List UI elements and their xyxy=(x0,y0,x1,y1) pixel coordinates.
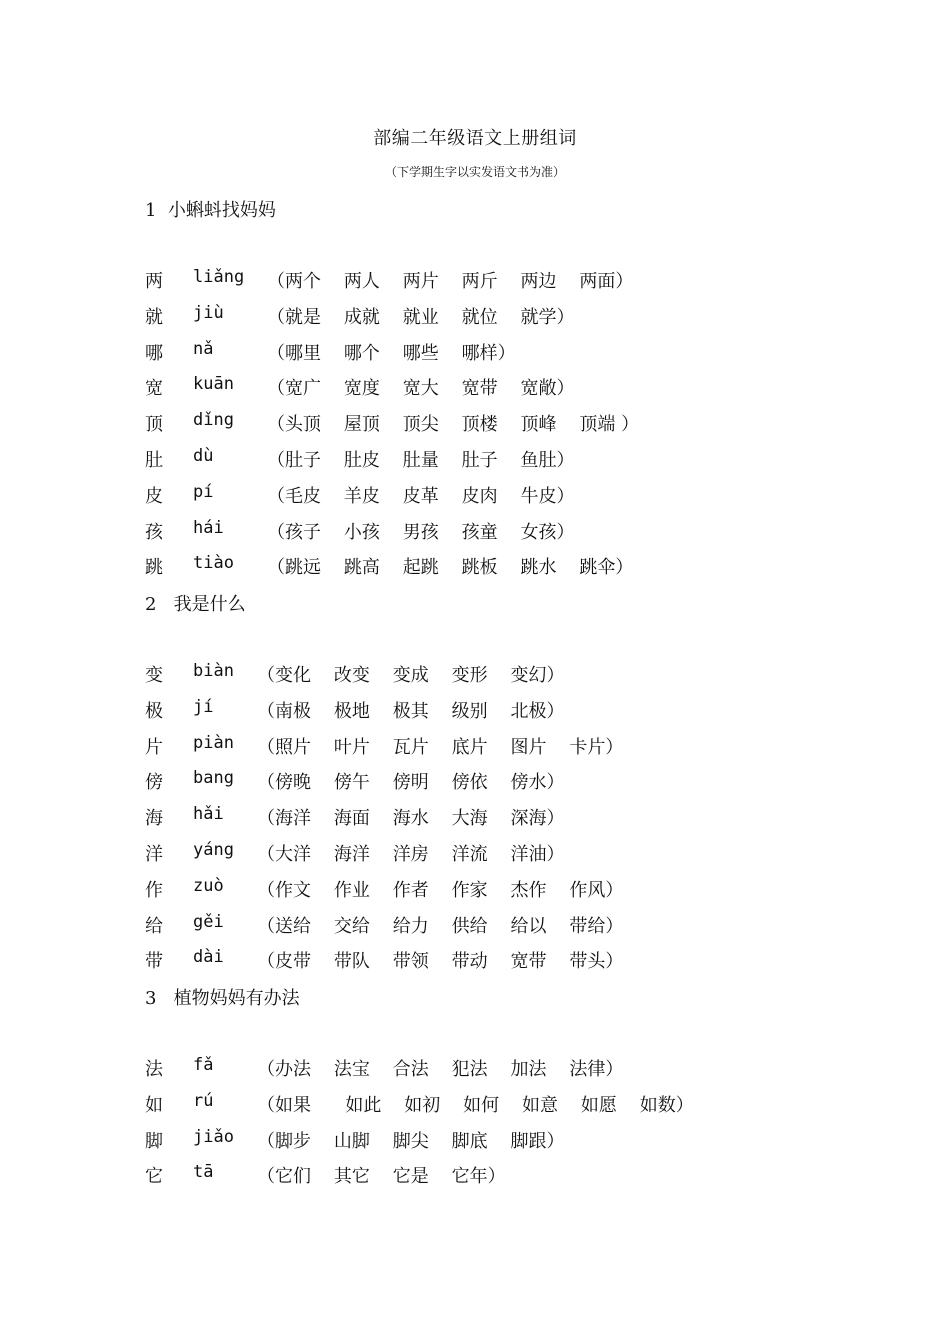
entry-character: 给 xyxy=(145,916,163,937)
entry-pinyin: biàn xyxy=(193,661,234,681)
entry-pinyin: jiǎo xyxy=(193,1127,234,1147)
entry-pinyin: piàn xyxy=(193,733,234,753)
entry-character: 变 xyxy=(145,665,163,686)
entry-character: 孩 xyxy=(145,522,163,543)
entry-word-list: （如果 如此 如初 如何 如意 如愿 如数） xyxy=(257,1095,694,1116)
entry-pinyin: dài xyxy=(193,947,224,967)
entry-pinyin: liǎng xyxy=(193,267,245,287)
entry-character: 就 xyxy=(145,307,163,328)
entry-character: 宽 xyxy=(145,378,163,399)
entry-pinyin: jí xyxy=(193,697,214,717)
entry-pinyin: zuò xyxy=(193,876,224,896)
entry-word-list: （跳远 跳高 起跳 跳板 跳水 跳伞） xyxy=(267,557,634,578)
entry-word-list: （送给 交给 给力 供给 给以 带给） xyxy=(257,916,624,937)
entry-character: 皮 xyxy=(145,486,163,507)
entry-pinyin: hǎi xyxy=(193,804,224,824)
entry-word-list: （肚子 肚皮 肚量 肚子 鱼肚） xyxy=(267,450,575,471)
entry-word-list: （毛皮 羊皮 皮革 皮肉 牛皮） xyxy=(267,486,575,507)
entry-character: 洋 xyxy=(145,844,163,865)
entry-pinyin: tiào xyxy=(193,553,234,573)
entry-word-list: （作文 作业 作者 作家 杰作 作风） xyxy=(257,880,624,901)
entry-character: 肚 xyxy=(145,450,163,471)
entry-word-list: （两个 两人 两片 两斤 两边 两面） xyxy=(267,271,634,292)
entry-character: 两 xyxy=(145,271,163,292)
document-title: 部编二年级语文上册组词 xyxy=(373,128,577,149)
entry-character: 傍 xyxy=(145,772,163,793)
entry-character: 带 xyxy=(145,951,163,972)
entry-pinyin: pí xyxy=(193,482,214,502)
section-heading: 2 我是什么 xyxy=(145,594,246,615)
entry-pinyin: rú xyxy=(193,1091,214,1111)
entry-pinyin: dǐng xyxy=(193,410,234,430)
entry-character: 跳 xyxy=(145,557,163,578)
entry-pinyin: kuān xyxy=(193,374,234,394)
entry-character: 海 xyxy=(145,808,163,829)
document-subtitle: （下学期生字以实发语文书为准） xyxy=(384,165,565,179)
entry-word-list: （宽广 宽度 宽大 宽带 宽敞） xyxy=(267,378,575,399)
entry-word-list: （脚步 山脚 脚尖 脚底 脚跟） xyxy=(257,1131,565,1152)
entry-pinyin: jiù xyxy=(193,303,224,323)
entry-character: 脚 xyxy=(145,1131,163,1152)
entry-word-list: （海洋 海面 海水 大海 深海） xyxy=(257,808,565,829)
entry-character: 极 xyxy=(145,701,163,722)
entry-word-list: （它们 其它 它是 它年） xyxy=(257,1166,506,1187)
entry-pinyin: gěi xyxy=(193,912,224,932)
entry-pinyin: tā xyxy=(193,1162,214,1182)
entry-word-list: （变化 改变 变成 变形 变幻） xyxy=(257,665,565,686)
entry-word-list: （孩子 小孩 男孩 孩童 女孩） xyxy=(267,522,575,543)
entry-word-list: （照片 叶片 瓦片 底片 图片 卡片） xyxy=(257,737,624,758)
entry-character: 哪 xyxy=(145,343,163,364)
section-heading: 3 植物妈妈有办法 xyxy=(145,988,300,1009)
entry-word-list: （哪里 哪个 哪些 哪样） xyxy=(267,343,516,364)
entry-pinyin: nǎ xyxy=(193,339,214,359)
entry-word-list: （头顶 屋顶 顶尖 顶楼 顶峰 顶端 ） xyxy=(267,414,640,435)
entry-pinyin: fǎ xyxy=(193,1055,214,1075)
entry-word-list: （傍晚 傍午 傍明 傍依 傍水） xyxy=(257,772,565,793)
entry-pinyin: yáng xyxy=(193,840,234,860)
entry-pinyin: dù xyxy=(193,446,214,466)
entry-word-list: （南极 极地 极其 级别 北极） xyxy=(257,701,565,722)
entry-word-list: （皮带 带队 带领 带动 宽带 带头） xyxy=(257,951,624,972)
entry-character: 如 xyxy=(145,1095,163,1116)
entry-character: 它 xyxy=(145,1166,163,1187)
entry-word-list: （办法 法宝 合法 犯法 加法 法律） xyxy=(257,1059,624,1080)
entry-character: 片 xyxy=(145,737,163,758)
entry-character: 法 xyxy=(145,1059,163,1080)
entry-character: 作 xyxy=(145,880,163,901)
entry-character: 顶 xyxy=(145,414,163,435)
section-heading: 1 小蝌蚪找妈妈 xyxy=(145,200,276,221)
entry-word-list: （大洋 海洋 洋房 洋流 洋油） xyxy=(257,844,565,865)
entry-pinyin: bang xyxy=(193,768,234,788)
entry-pinyin: hái xyxy=(193,518,224,538)
entry-word-list: （就是 成就 就业 就位 就学） xyxy=(267,307,575,328)
